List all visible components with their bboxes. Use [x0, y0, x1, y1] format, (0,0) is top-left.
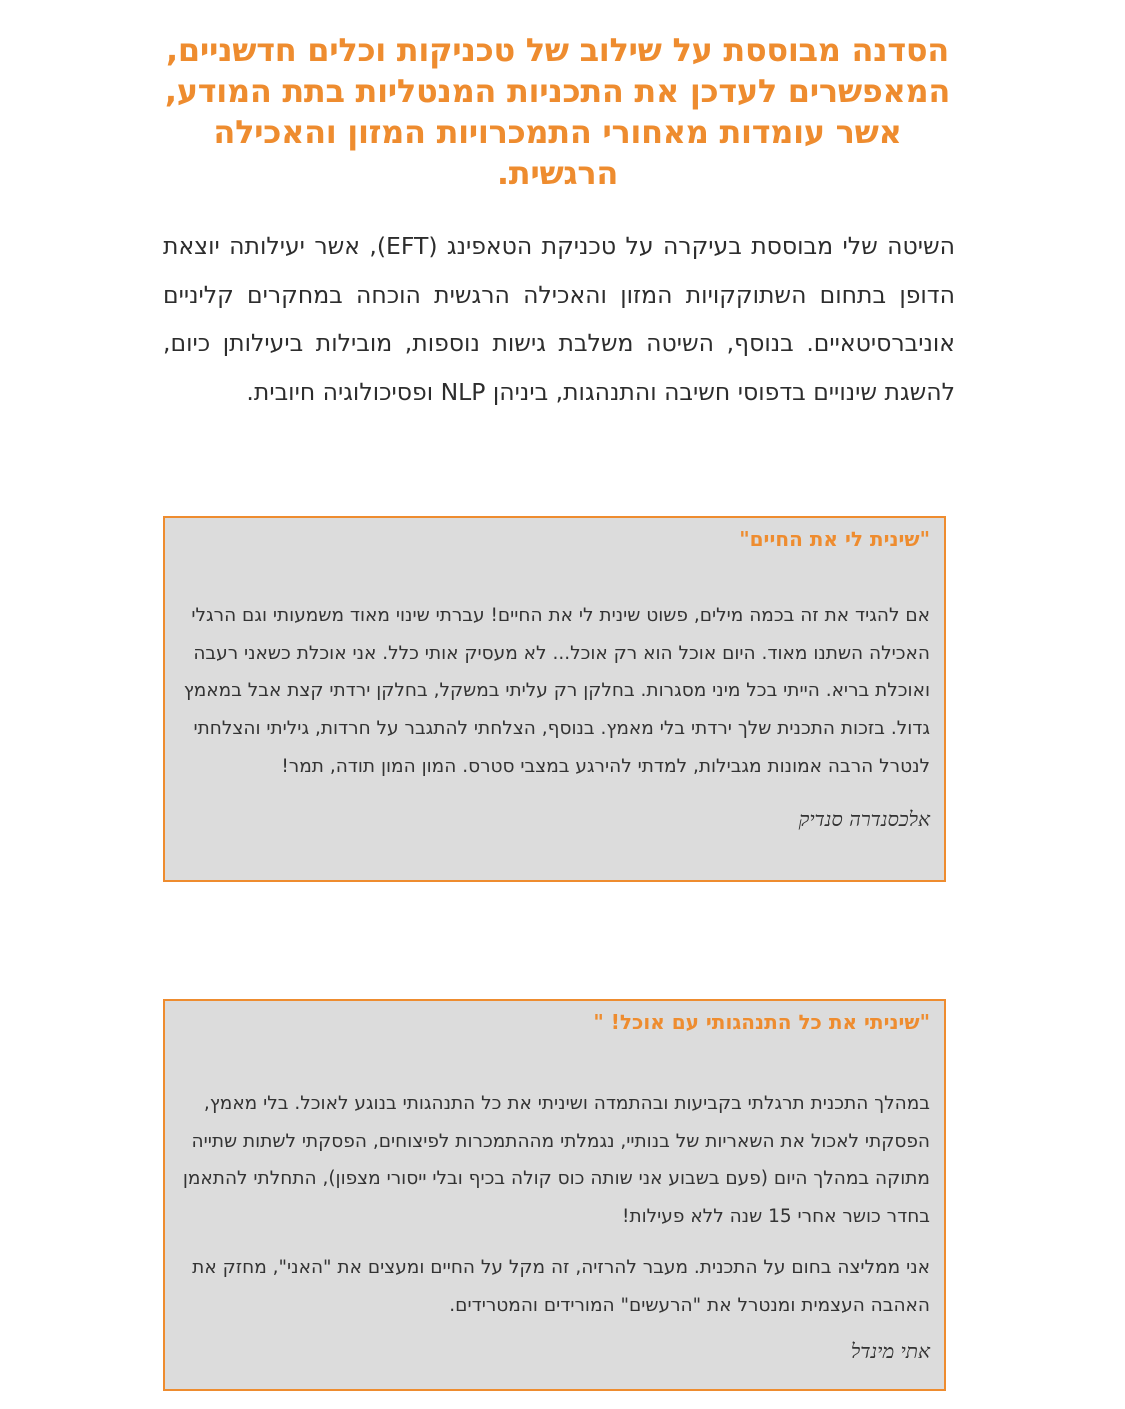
testimonial-author: אתי מינדל	[850, 1339, 930, 1364]
testimonial-title: "שיניתי את כל התנהגותי עם אוכל! "	[593, 1010, 930, 1034]
testimonial-card	[163, 516, 946, 882]
testimonial-author: אלכסנדרה סנדיק	[798, 806, 930, 831]
intro-paragraph: השיטה שלי מבוססת בעיקרה על טכניקת הטאפינג (EFT), אשר יעילותה יוצאת הדופן בתחום השתוקקויות המזון והאכילה הרגשית הוכחה במחקרים קליניים אוניברסיטאיים. בנוסף, השיטה משלבת גישות נוספות, מובילות ביעילותן כיום, להשגת שינויים בדפוסי חשיבה והתנהגות, ביניהן NLP ופסיכולוגיה חיובית.	[163, 232, 956, 406]
testimonial-text: אם להגיד את זה בכמה מילים, פשוט שינית לי את החיים! עברתי שינוי מאוד משמעותי וגם הרגלי האכילה השתנו מאוד. היום אוכל הוא רק אוכל... לא מעסיק אותי כלל. אני אוכלת כשאני רעבה ואוכלת בריא. הייתי בכל מיני מסגרות. בחלקן רק עליתי במשקל, בחלקן ירדתי קצת אבל במאמץ גדול. בזכות התכנית שלך ירדתי בלי מאמץ. בנוסף, הצלחתי להתגבר על חרדות, גיליתי והצלחתי לנטרל הרבה אמונות מגבילות, למדתי להירגע במצבי סטרס. המון המון תודה, תמר!	[183, 605, 930, 777]
testimonial-text: אני ממליצה בחום על התכנית. מעבר להרזיה, זה מקל על החיים ומעצים את "האני", מחזק את האהבה העצמית ומנטרל את "הרעשים" המורידים והמטרידים.	[192, 1256, 930, 1316]
testimonial-title: "שינית לי את החיים"	[739, 527, 930, 551]
testimonial-card	[163, 999, 946, 1391]
testimonial-text: במהלך התכנית תרגלתי בקביעות ובהתמדה ושיניתי את כל התנהגותי בנוגע לאוכל. בלי מאמץ, הפסקתי לאכול את השאריות של בנותיי, נגמלתי מההתמכרות לפיצוחים, הפסקתי לשתות שתייה מתוקה במהלך היום (פעם בשבוע אני שותה כוס קולה בכיף ובלי ייסורי מצפון), התחלתי להתאמן בחדר כושר אחרי 15 שנה ללא פעילות!	[182, 1093, 930, 1228]
headline: הסדנה מבוססת על שילוב של טכניקות וכלים חדשניים, המאפשרים לעדכן את התכניות המנטליות בתת המודע, אשר עומדות מאחורי התמכרויות המזון והאכילה הרגשית.	[164, 31, 951, 192]
